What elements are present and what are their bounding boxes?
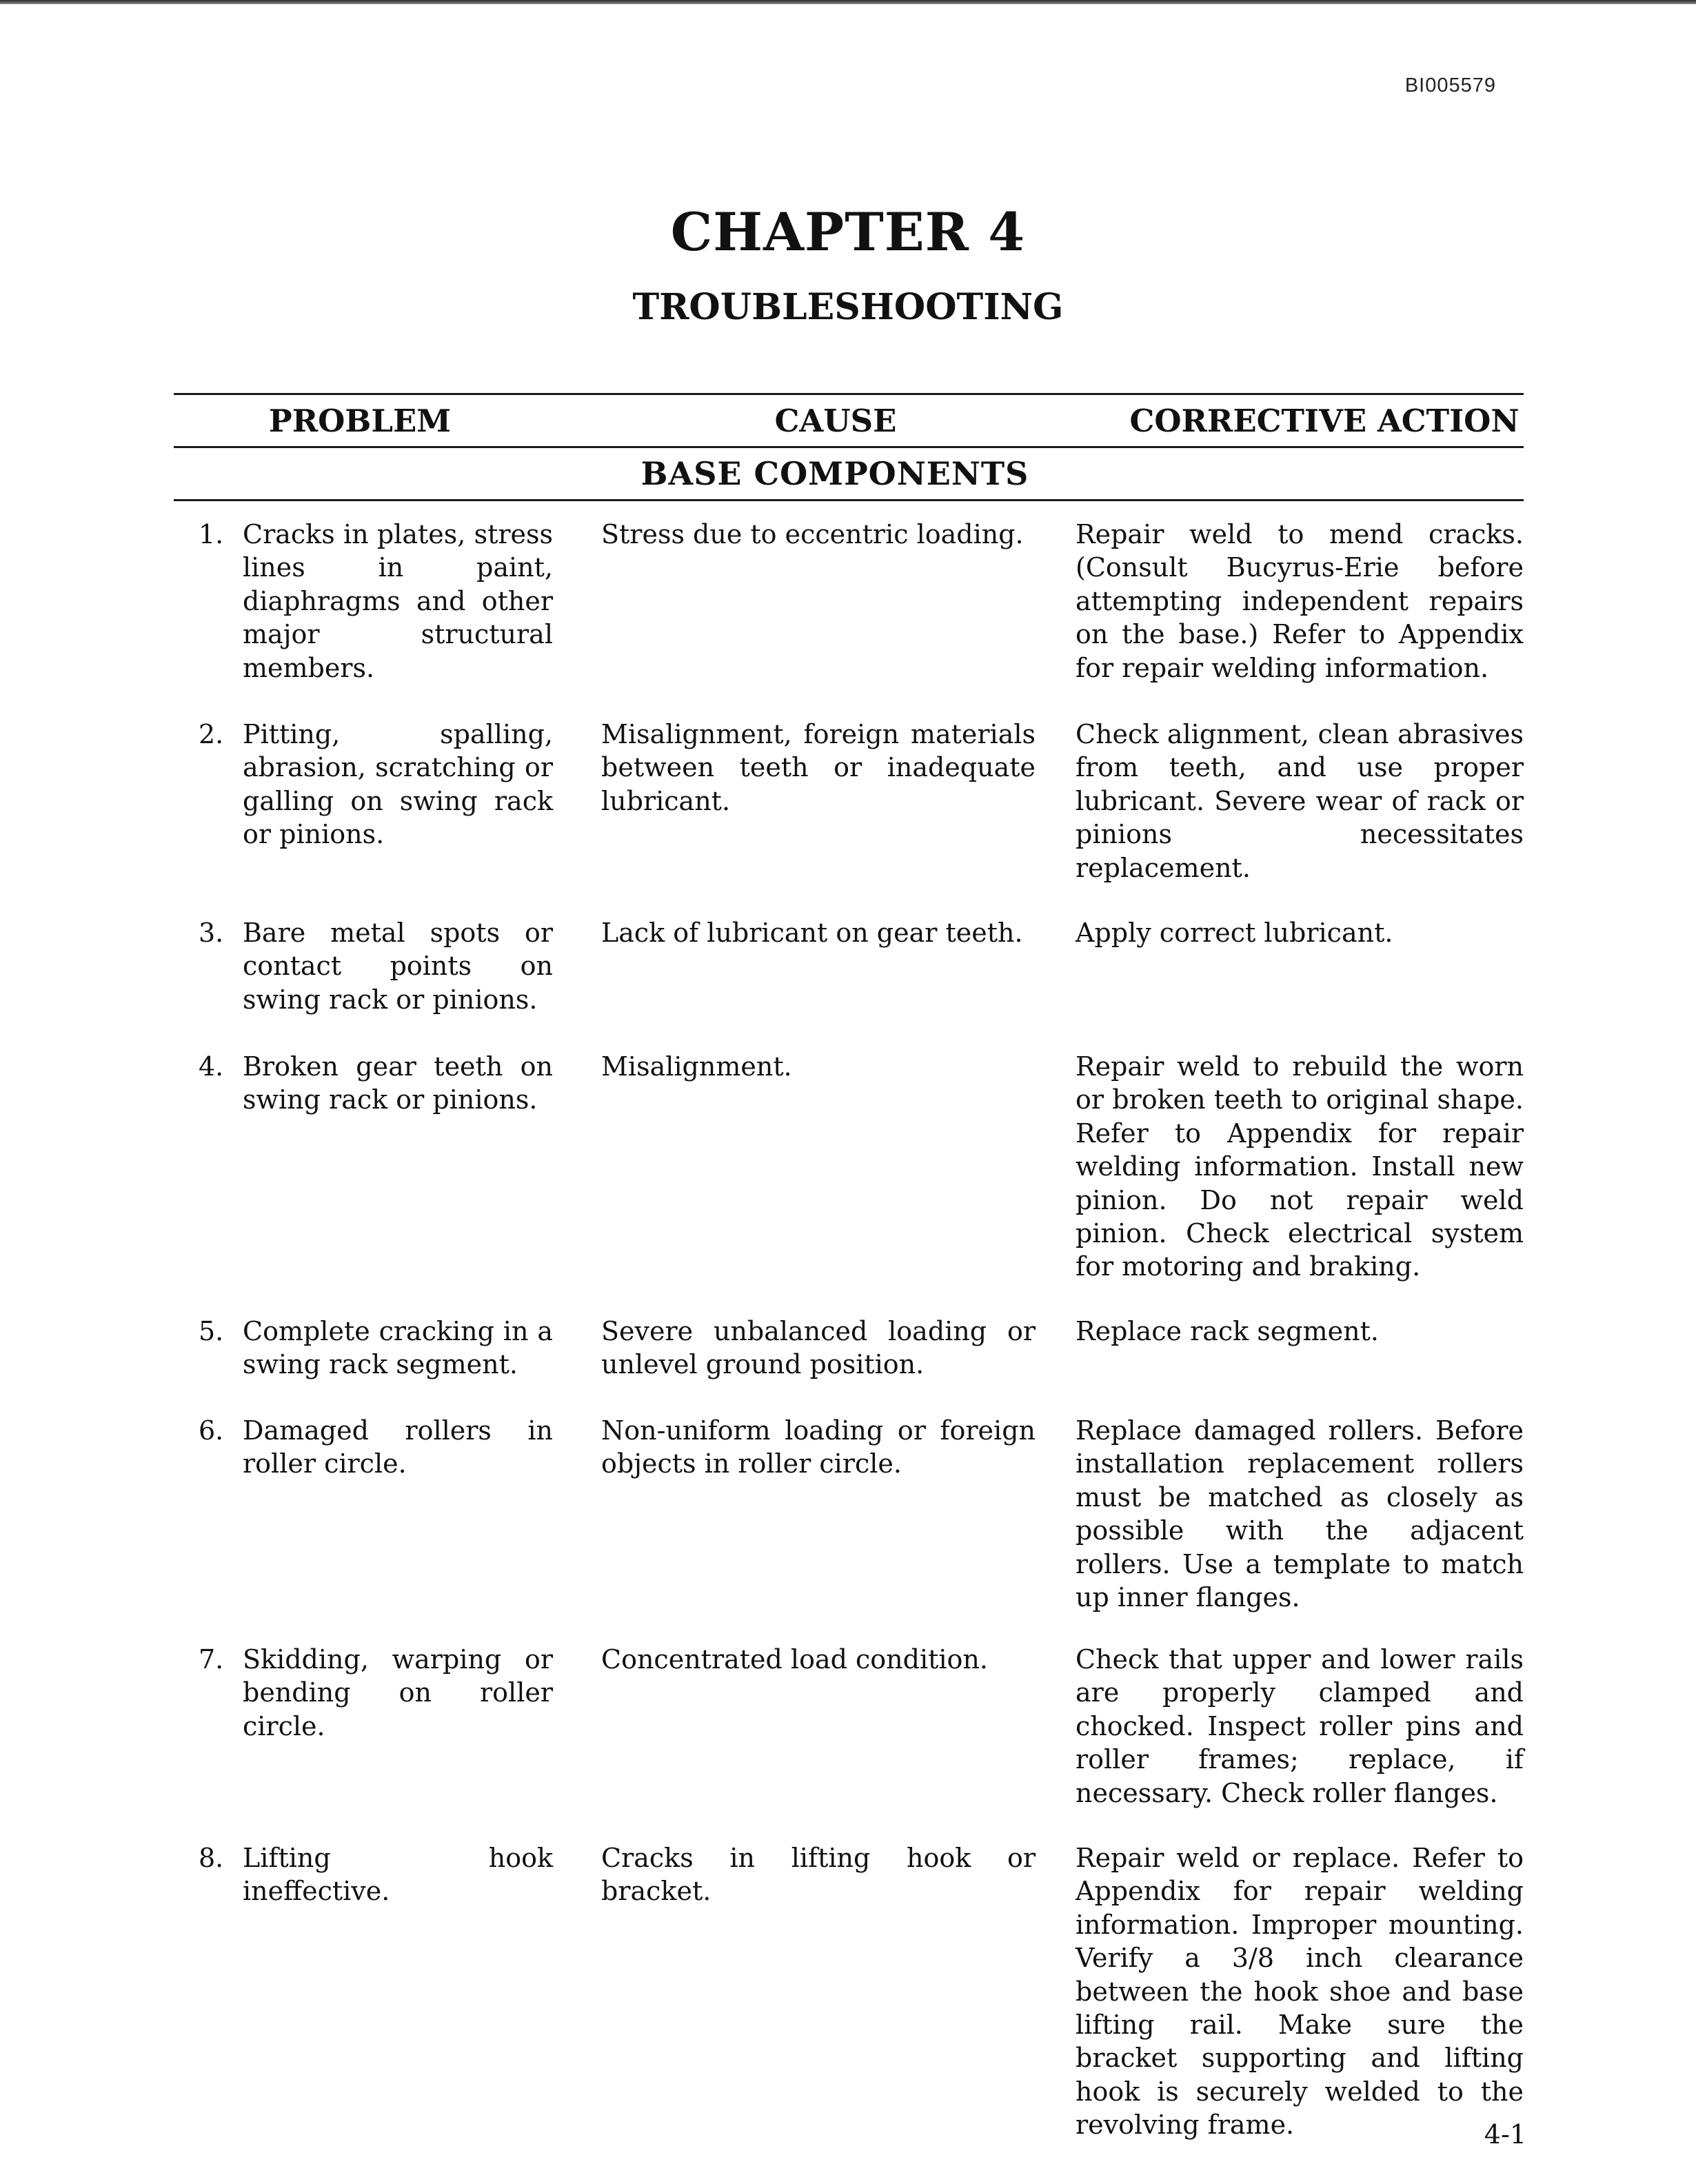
row-corrective-action: Repair weld to rebuild the worn or broken teeth to original shape. Refer to Appendix for repair welding information. Install new pinion. Do not repair weld pinion. Check electrical system for motoring and braking. bbox=[1076, 1051, 1524, 1282]
row-cause: Stress due to eccentric loading. bbox=[601, 519, 1024, 549]
row-problem: Damaged rollers in roller circle. bbox=[243, 1415, 553, 1479]
header-cause: CAUSE bbox=[774, 402, 897, 439]
row-number: 1. bbox=[199, 519, 224, 549]
row-problem: Pitting, spalling, abrasion, scratching or galling on swing rack or pinions. bbox=[243, 719, 553, 850]
row-cause: Concentrated load condition. bbox=[601, 1644, 988, 1675]
row-corrective-action: Repair weld or replace. Refer to Appendix for repair welding information. Improper mounting. Verify a 3/8 inch clearance between the hook shoe and base lifting rail. Make sure the bracket supporting and lifting hook is securely welded to the revolving frame. bbox=[1076, 1843, 1524, 2141]
header-problem: PROBLEM bbox=[268, 402, 452, 439]
header-corrective-action: CORRECTIVE ACTION bbox=[1129, 402, 1520, 439]
row-number: 6. bbox=[199, 1415, 224, 1446]
row-number: 3. bbox=[199, 918, 224, 948]
section-bottom-rule bbox=[174, 499, 1524, 501]
scan-edge bbox=[0, 0, 1696, 4]
row-cause: Cracks in lifting hook or bracket. bbox=[601, 1843, 1036, 1907]
row-cause: Lack of lubricant on gear teeth. bbox=[601, 918, 1023, 948]
row-problem: Broken gear teeth on swing rack or pinions. bbox=[243, 1051, 553, 1115]
row-corrective-action: Apply correct lubricant. bbox=[1076, 918, 1393, 948]
row-cause: Misalignment. bbox=[601, 1051, 792, 1082]
chapter-title: CHAPTER 4 bbox=[670, 201, 1026, 263]
row-cause: Severe unbalanced loading or unlevel ground position. bbox=[601, 1316, 1036, 1380]
row-corrective-action: Replace rack segment. bbox=[1076, 1316, 1379, 1346]
row-problem: Lifting hook ineffective. bbox=[243, 1843, 553, 1907]
row-cause: Misalignment, foreign materials between teeth or inadequate lubricant. bbox=[601, 719, 1036, 816]
row-corrective-action: Check that upper and lower rails are properly clamped and chocked. Inspect roller pins and roller frames; replace, if necessary. Check roller flanges. bbox=[1076, 1644, 1524, 1808]
page-number: 4-1 bbox=[1484, 2119, 1526, 2150]
row-problem: Bare metal spots or contact points on swing rack or pinions. bbox=[243, 918, 553, 1015]
row-number: 7. bbox=[199, 1644, 224, 1675]
row-problem: Cracks in plates, stress lines in paint, diaphragms and other major structural members. bbox=[243, 519, 553, 683]
chapter-subtitle: TROUBLESHOOTING bbox=[632, 286, 1064, 328]
row-corrective-action: Repair weld to mend cracks. (Consult Bucyrus-Erie before attempting independent repairs on the base.) Refer to Appendix for repair welding information. bbox=[1076, 519, 1524, 683]
row-corrective-action: Replace damaged rollers. Before installation replacement rollers must be matched as closely as possible with the adjacent rollers. Use a template to match up inner flanges. bbox=[1076, 1415, 1524, 1613]
row-number: 5. bbox=[199, 1316, 224, 1346]
section-title: BASE COMPONENTS bbox=[640, 455, 1029, 492]
document-id: BI005579 bbox=[1404, 74, 1496, 97]
row-number: 2. bbox=[199, 719, 224, 749]
row-problem: Complete cracking in a swing rack segment. bbox=[243, 1316, 553, 1380]
row-corrective-action: Check alignment, clean abrasives from teeth, and use proper lubricant. Severe wear of rack or pinions necessitates replacement. bbox=[1076, 719, 1524, 883]
row-number: 8. bbox=[199, 1843, 224, 1873]
row-cause: Non-uniform loading or foreign objects in roller circle. bbox=[601, 1415, 1036, 1479]
table-header-row bbox=[174, 395, 1524, 446]
row-number: 4. bbox=[199, 1051, 224, 1082]
row-problem: Skidding, warping or bending on roller circle. bbox=[243, 1644, 553, 1741]
